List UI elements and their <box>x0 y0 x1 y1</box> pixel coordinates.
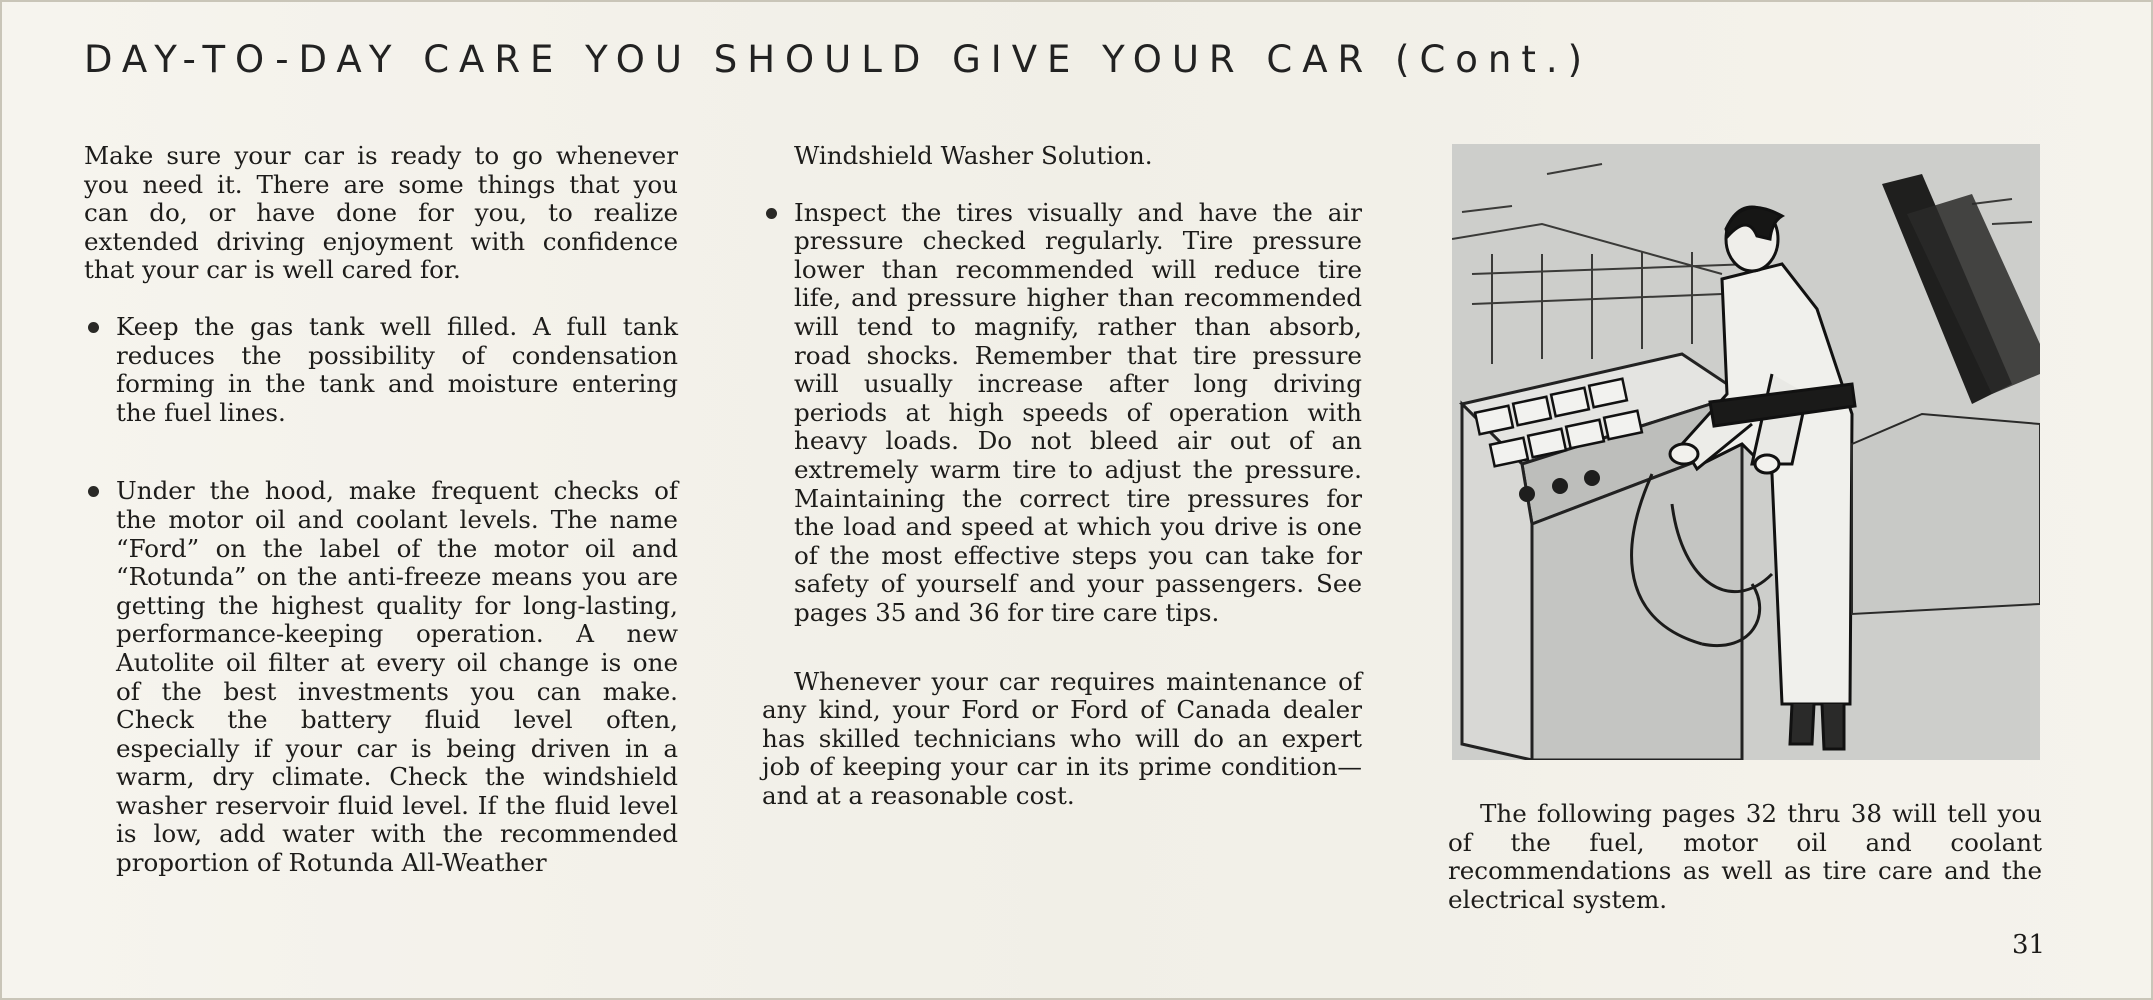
bullet-tires <box>762 199 1362 628</box>
bullet-under-hood-text: Under the hood, make frequent checks of the motor oil and coolant levels. The name “Ford” on the label of the motor oil and “Rotunda” on the anti-freeze means you are getting the highest quality for long-lasting, performance-keeping operation. A new Autolite oil filter at every oil change is one of the best investments you can make. Check the battery fluid level often, especially if your car is being driven in a warm, dry climate. Check the windshield washer reservoir fluid level. If the fluid level is low, add water with the recommended proportion of Rotunda All-Weather <box>116 476 678 878</box>
service-technician-illustration <box>1452 144 2040 760</box>
bullet-dot <box>766 208 777 219</box>
bullet-dot <box>88 486 99 497</box>
bullet-tires-text: Inspect the tires visually and have the air pressure checked regularly. Tire pressure lower than recommended will reduce tire life, and pressure higher than recommended will tend to magnify, rather than absorb, road shocks. Remember that tire pressure will usually increase after long driving periods at high speeds of operation with heavy loads. Do not bleed air out of an extremely warm tire to adjust the pressure. Maintaining the correct tire pressures for the load and speed at which you drive is one of the most effective steps you can take for safety of yourself and your passengers. See pages 35 and 36 for tire care tips. <box>794 197 1362 627</box>
bullet-gas-tank <box>84 313 678 427</box>
maintenance-paragraph: Whenever your car requires maintenance of any kind, your Ford or Ford of Canada dealer has skilled technicians who will do an expert job of keeping your car in its prime condition—and at a reasonable cost. <box>762 666 1362 810</box>
bullet-under-hood <box>84 477 678 877</box>
intro-paragraph: Make sure your car is ready to go whenever you need it. There are some things that you can do, or have done for you, to realize extended driving enjoyment with confidence that your car is well cared for. <box>84 141 678 285</box>
continuation-text: Windshield Washer Solution. <box>794 141 1153 170</box>
column-right <box>1448 800 2042 914</box>
column-middle <box>762 142 1362 810</box>
page-heading: DAY-TO-DAY CARE YOU SHOULD GIVE YOUR CAR (Cont.) <box>84 38 1593 81</box>
bullet-dot <box>88 322 99 333</box>
following-pages-paragraph: The following pages 32 thru 38 will tell you of the fuel, motor oil and coolant recommendations as well as tire care and the electrical system. <box>1448 799 2042 914</box>
page-number: 31 <box>2012 930 2046 960</box>
column-left <box>84 142 678 878</box>
bullet-gas-tank-text: Keep the gas tank well filled. A full tank reduces the possibility of condensation forming in the tank and moisture entering the fuel lines. <box>116 311 678 427</box>
technician-drawing <box>1452 144 2040 760</box>
